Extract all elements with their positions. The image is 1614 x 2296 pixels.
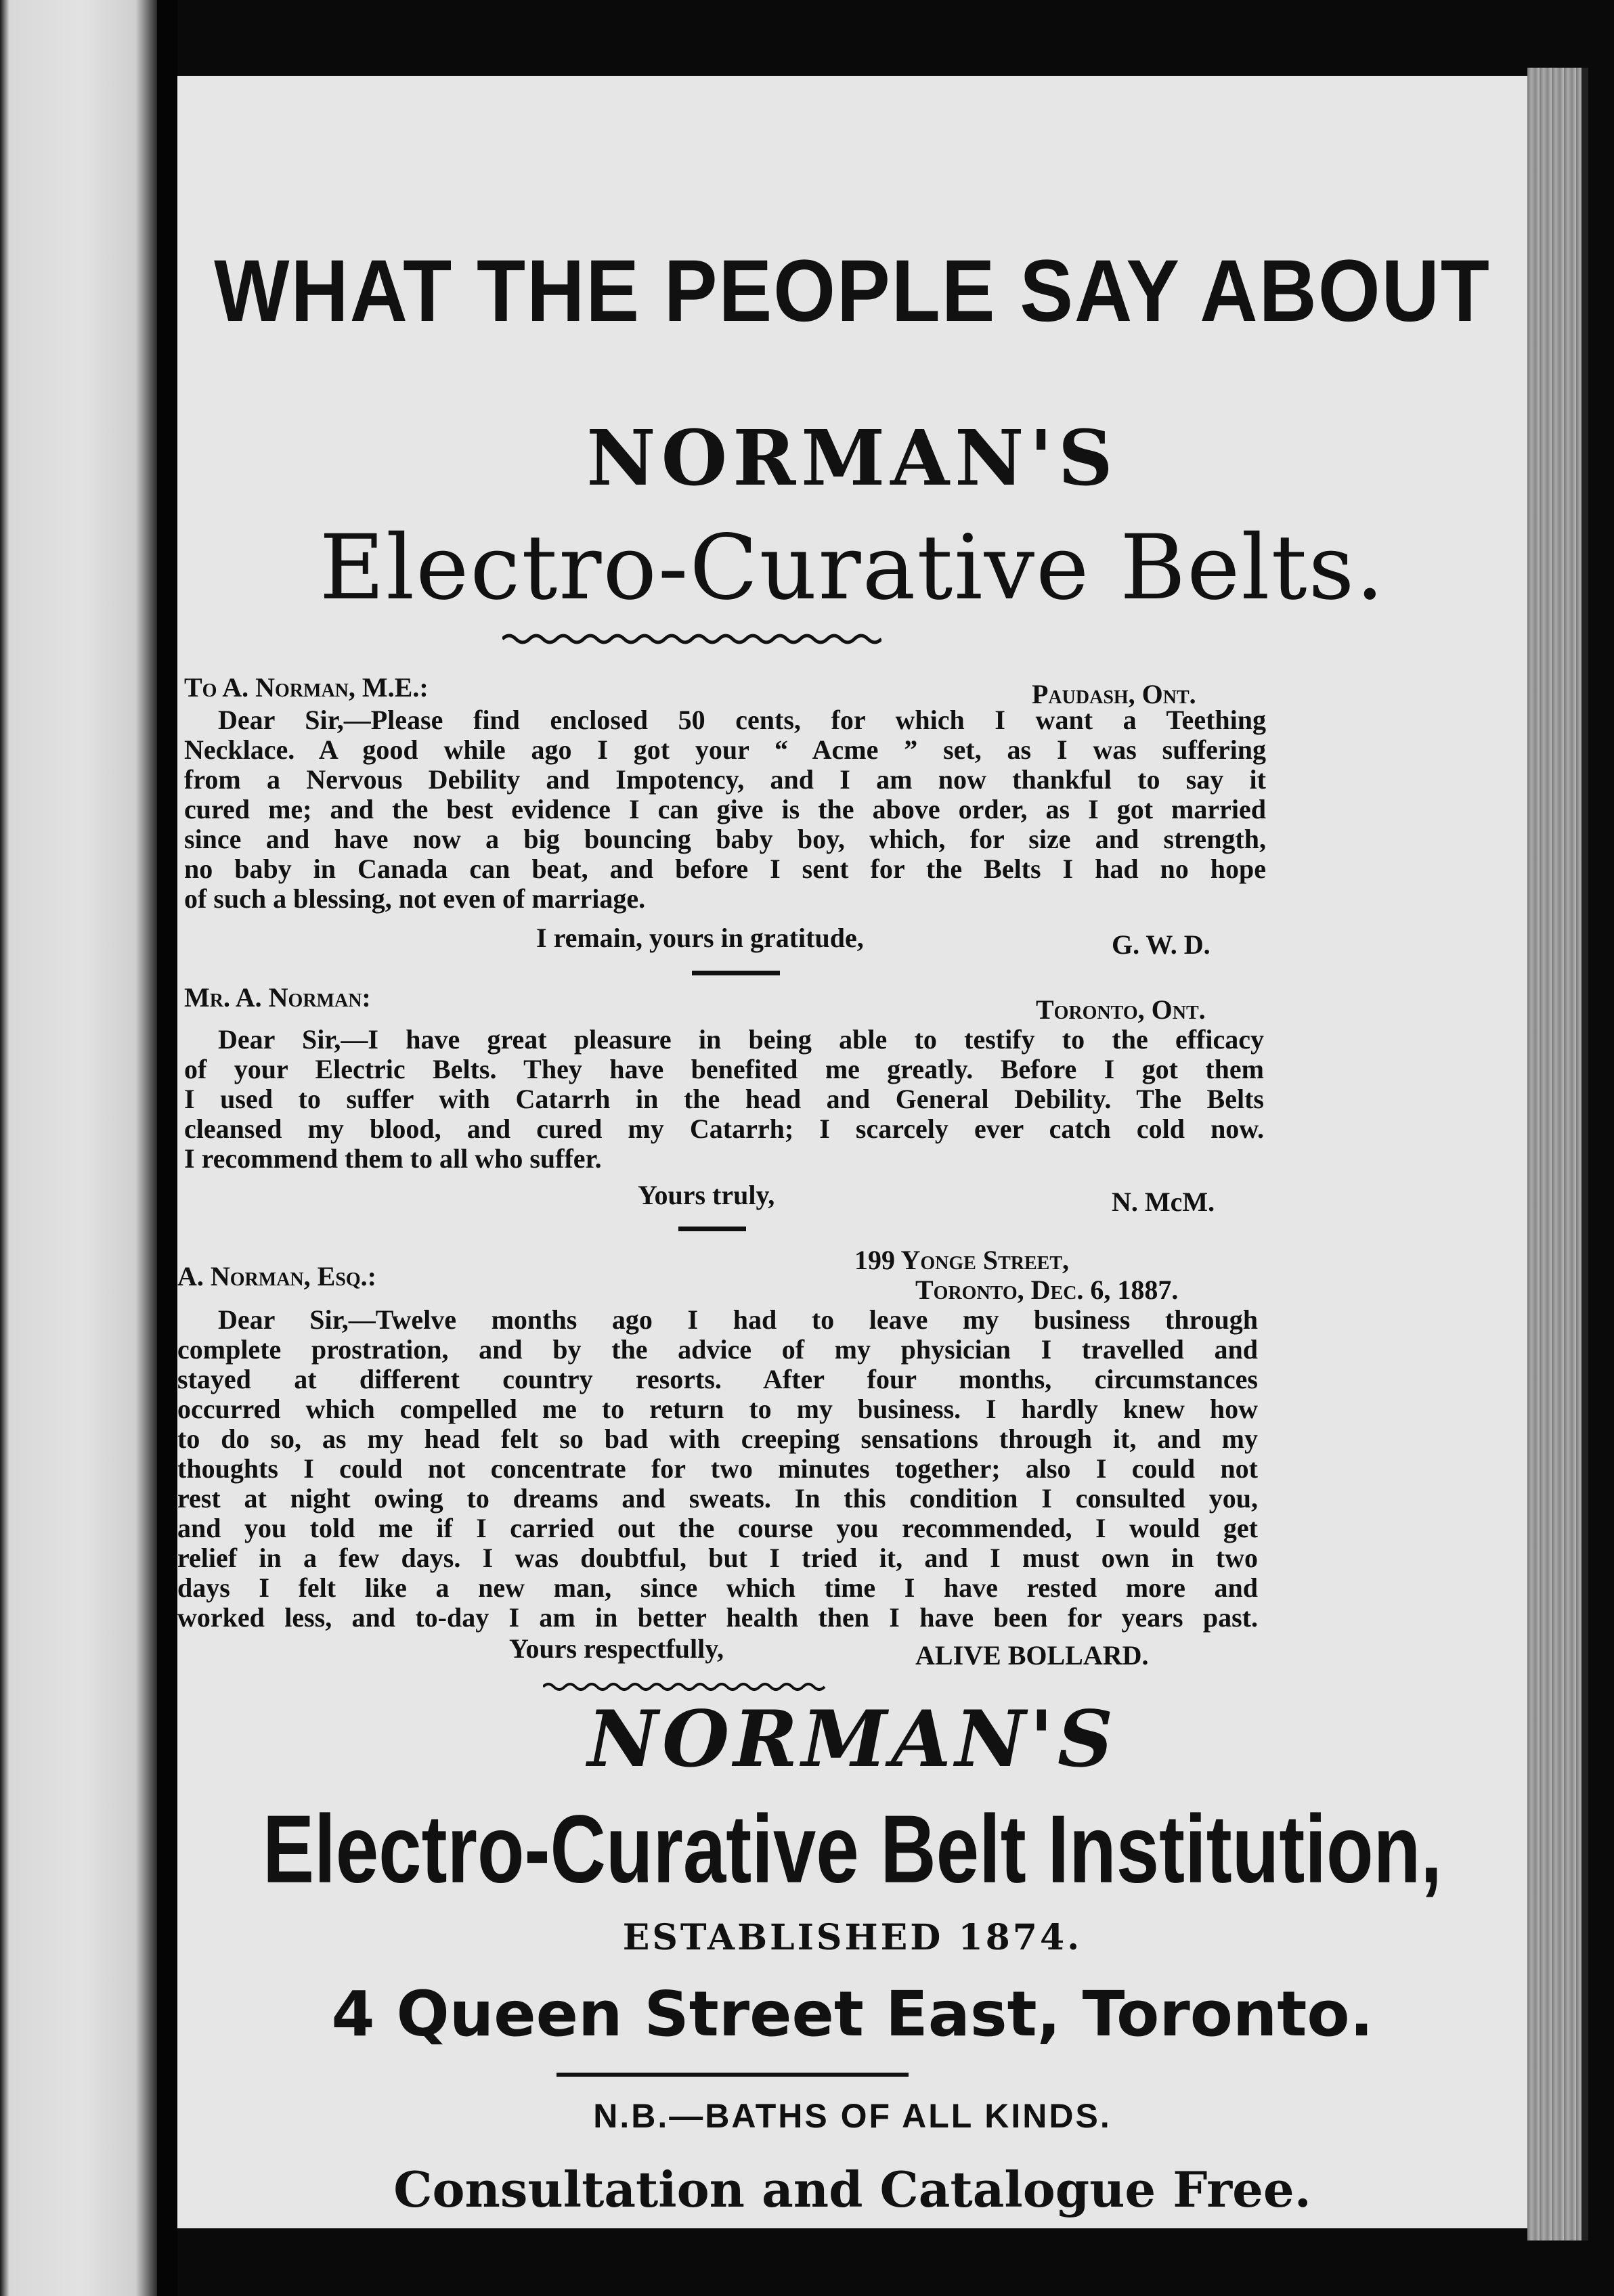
letter3-line: to do so, as my head felt so bad with creeping sensations through it, and my <box>177 1423 1258 1454</box>
footer-address: 4 Queen Street East, Toronto. <box>331 1978 1374 2050</box>
letter2-salutation: Mr. A. Norman: <box>184 982 371 1013</box>
letter3-line: days I felt like a new man, since which time I have rested more and <box>177 1572 1258 1603</box>
footer-consultation: Consultation and Catalogue Free. <box>393 2161 1311 2218</box>
footer-established: ESTABLISHED 1874. <box>622 1917 1083 1958</box>
letter3-signature: ALIVE BOLLARD. <box>915 1640 1149 1671</box>
scan-left-margin <box>0 0 169 2296</box>
letter2-line: I recommend them to all who suffer. <box>184 1143 602 1174</box>
letter1-place: Paudash, Ont. <box>1032 679 1196 709</box>
letter3-line: relief in a few days. I was doubtful, but I tried it, and I must own in two <box>177 1543 1258 1573</box>
letter1-line: cured me; and the best evidence I can give is the above order, as I got married <box>184 794 1266 824</box>
letter1-line: no baby in Canada can beat, and before I sent for the Belts I had no hope <box>184 854 1266 884</box>
divider-rule-2 <box>678 1227 746 1231</box>
letter3-line: and you told me if I carried out the course you recommended, I would get <box>177 1513 1258 1543</box>
letter3-line: worked less, and to-day I am in better health then I have been for years past. <box>177 1602 1258 1633</box>
letter3-place-date: Toronto, Dec. 6, 1887. <box>915 1275 1179 1305</box>
letter1-line: from a Nervous Debility and Impotency, and I am now thankful to say it <box>184 764 1266 795</box>
letter3-closing: Yours respectfully, <box>509 1633 724 1664</box>
letter3-line: thoughts I could not concentrate for two minutes together; also I could not <box>177 1453 1258 1484</box>
letter3-line: occurred which compelled me to return to my business. I hardly knew how <box>177 1394 1258 1424</box>
advertisement-page <box>177 76 1527 2228</box>
letter2-closing: Yours truly, <box>638 1180 775 1210</box>
letter1-line: Necklace. A good while ago I got your “ Acme ” set, as I was suffering <box>184 734 1266 765</box>
letter2-line: of your Electric Belts. They have benefited me greatly. Before I got them <box>184 1054 1264 1084</box>
letter3-place-street: 199 Yonge Street, <box>854 1245 1070 1275</box>
divider-rule-1 <box>692 971 780 975</box>
wavy-divider-top <box>502 631 881 647</box>
letter3-line: complete prostration, and by the advice of my physician I travelled and <box>177 1334 1258 1365</box>
letter1-salutation: To A. Norman, M.E.: <box>184 672 429 703</box>
letter3-line: Dear Sir,—Twelve months ago I had to leave my business through <box>218 1304 1258 1335</box>
footer-normans: NORMAN'S <box>587 1694 1118 1784</box>
divider-rule-3 <box>557 2073 909 2077</box>
letter1-line: of such a blessing, not even of marriage. <box>184 883 646 914</box>
letter2-line: Dear Sir,—I have great pleasure in being able to testify to the efficacy <box>218 1024 1264 1055</box>
headline-normans: NORMAN'S <box>586 414 1118 503</box>
headline-what-people-say: WHAT THE PEOPLE SAY ABOUT <box>214 242 1491 340</box>
letter1-line: Dear Sir,—Please find enclosed 50 cents, for which I want a Teething <box>218 705 1266 735</box>
letter2-signature: N. McM. <box>1112 1187 1215 1217</box>
headline-belts: Electro-Curative Belts. <box>319 516 1386 620</box>
letter2-place: Toronto, Ont. <box>1036 994 1206 1025</box>
wavy-divider-bottom <box>543 1680 827 1694</box>
letter2-line: I used to suffer with Catarrh in the head and General Debility. The Belts <box>184 1084 1264 1114</box>
letter3-salutation: A. Norman, Esq.: <box>177 1261 376 1292</box>
letter3-line: rest at night owing to dreams and sweats. In this condition I consulted you, <box>177 1483 1258 1514</box>
page-edges <box>1527 68 1588 2240</box>
letter1-closing: I remain, yours in gratitude, <box>536 923 864 953</box>
letter3-line: stayed at different country resorts. After four months, circumstances <box>177 1364 1258 1394</box>
footer-nb-baths: N.B.—BATHS OF ALL KINDS. <box>593 2097 1112 2135</box>
footer-institution: Electro-Curative Belt Institution, <box>263 1796 1442 1903</box>
letter2-line: cleansed my blood, and cured my Catarrh; I scarcely ever catch cold now. <box>184 1113 1264 1144</box>
letter1-signature: G. W. D. <box>1112 929 1210 960</box>
book-binding <box>157 0 177 2296</box>
letter1-line: since and have now a big bouncing baby boy, which, for size and strength, <box>184 824 1266 854</box>
